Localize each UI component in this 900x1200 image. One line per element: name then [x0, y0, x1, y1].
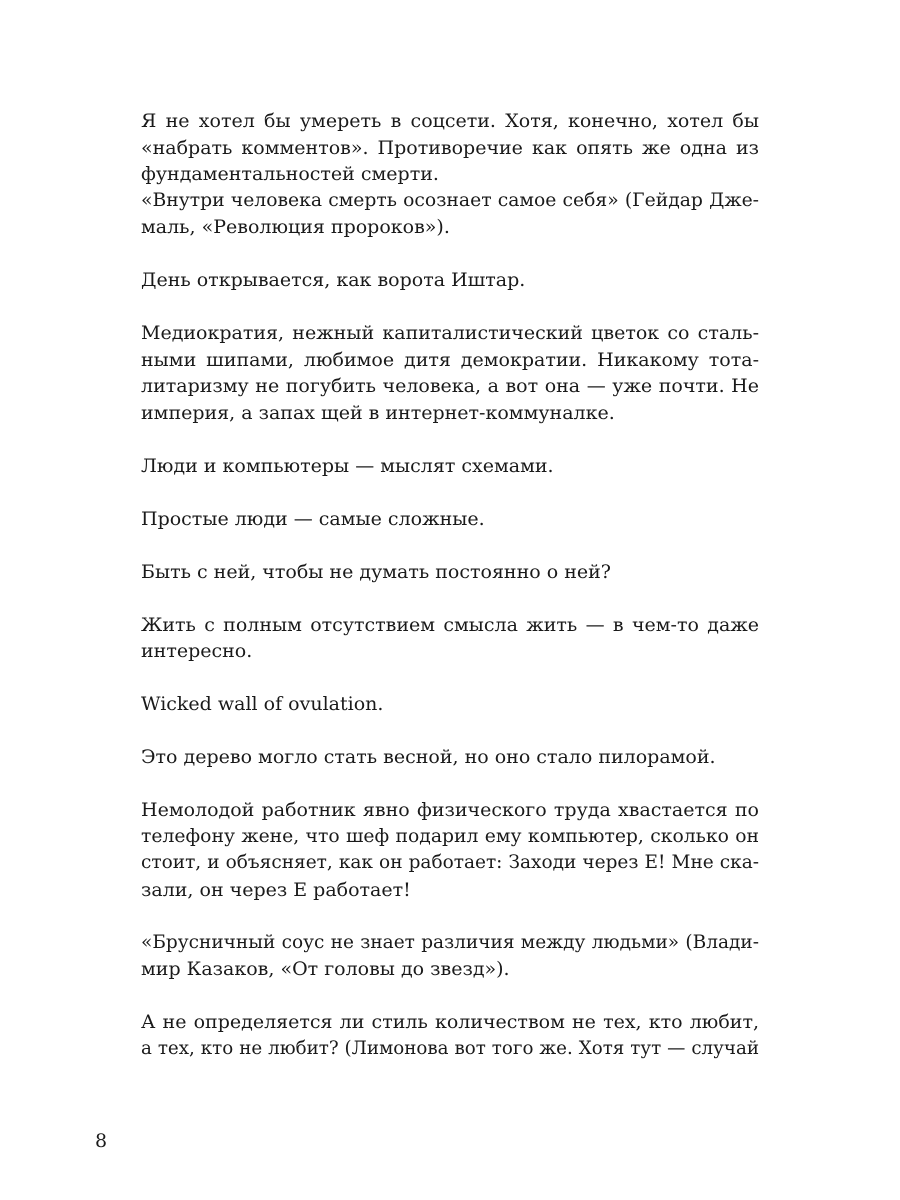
paragraph-gap	[141, 241, 759, 268]
page-body	[141, 108, 759, 1062]
text-line: интересно.	[141, 640, 253, 662]
paragraph-gap	[141, 771, 759, 798]
paragraph-gap	[141, 532, 759, 559]
page-number: 8	[95, 1130, 108, 1152]
paragraph-gap	[141, 426, 759, 453]
text-line: Немолодой работник явно физического труда хвастается по	[141, 799, 759, 821]
text-line: зали, он через Е работает!	[141, 878, 411, 901]
paragraph	[141, 108, 759, 241]
text-line: Это дерево могло стать весной, но оно стало пилорамой.	[141, 746, 716, 768]
text-line: маль, «Революция пророков»).	[141, 216, 450, 238]
paragraph-gap	[141, 718, 759, 745]
text-line: Люди и компьютеры — мыслят схемами.	[141, 454, 554, 477]
text-line: «Внутри человека смерть осознает самое себя» (Гейдар Дже-	[141, 189, 759, 211]
paragraph	[141, 506, 759, 533]
paragraph-gap	[141, 479, 759, 506]
text-line: Быть с ней, чтобы не думать постоянно о ней?	[141, 560, 611, 583]
text-line: литаризму не погубить человека, а вот она — уже почти. Не	[141, 375, 759, 397]
text-line: а тех, кто не любит? (Лимонова вот того же. Хотя тут — случай	[141, 1037, 759, 1059]
text-line: Простые люди — самые сложные.	[141, 507, 485, 530]
text-line: мир Казаков, «От головы до звезд»).	[141, 958, 510, 980]
text-line: Я не хотел бы умереть в соцсети. Хотя, конечно, хотел бы	[141, 110, 759, 132]
paragraph-gap	[141, 294, 759, 321]
text-line: империя, а запах щей в интернет-коммуналке.	[141, 401, 615, 424]
text-line: Медиократия, нежный капиталистический цветок со сталь-	[141, 322, 759, 344]
paragraph	[141, 612, 759, 665]
paragraph	[141, 559, 759, 586]
paragraph	[141, 930, 759, 983]
text-line: Жить с полным отсутствием смысла жить — в чем-то даже	[141, 613, 759, 636]
paragraph	[141, 744, 759, 771]
paragraph-gap	[141, 585, 759, 612]
paragraph	[141, 267, 759, 294]
text-line: фундаментальностей смерти.	[141, 163, 439, 185]
paragraph	[141, 797, 759, 903]
text-line: телефону жене, что шеф подарил ему компьютер, сколько он	[141, 825, 759, 847]
text-line: «набрать комментов». Противоречие как опять же одна из	[141, 136, 759, 159]
paragraph	[141, 1009, 759, 1062]
paragraph-gap	[141, 983, 759, 1010]
text-line: ными шипами, любимое дитя демократии. Никакому тота-	[141, 348, 759, 371]
text-line: стоит, и объясняет, как он работает: Заходи через Е! Мне ска-	[141, 852, 759, 873]
text-line: Wicked wall of ovulation.	[141, 693, 384, 715]
paragraph	[141, 691, 759, 718]
text-line: «Брусничный соус не знает различия между людьми» (Влади-	[141, 931, 759, 953]
text-line: День открывается, как ворота Иштар.	[141, 269, 526, 291]
paragraph	[141, 453, 759, 480]
paragraph-gap	[141, 903, 759, 930]
paragraph-gap	[141, 665, 759, 692]
paragraph	[141, 320, 759, 426]
text-line: А не определяется ли стиль количеством не тех, кто любит,	[141, 1011, 759, 1033]
